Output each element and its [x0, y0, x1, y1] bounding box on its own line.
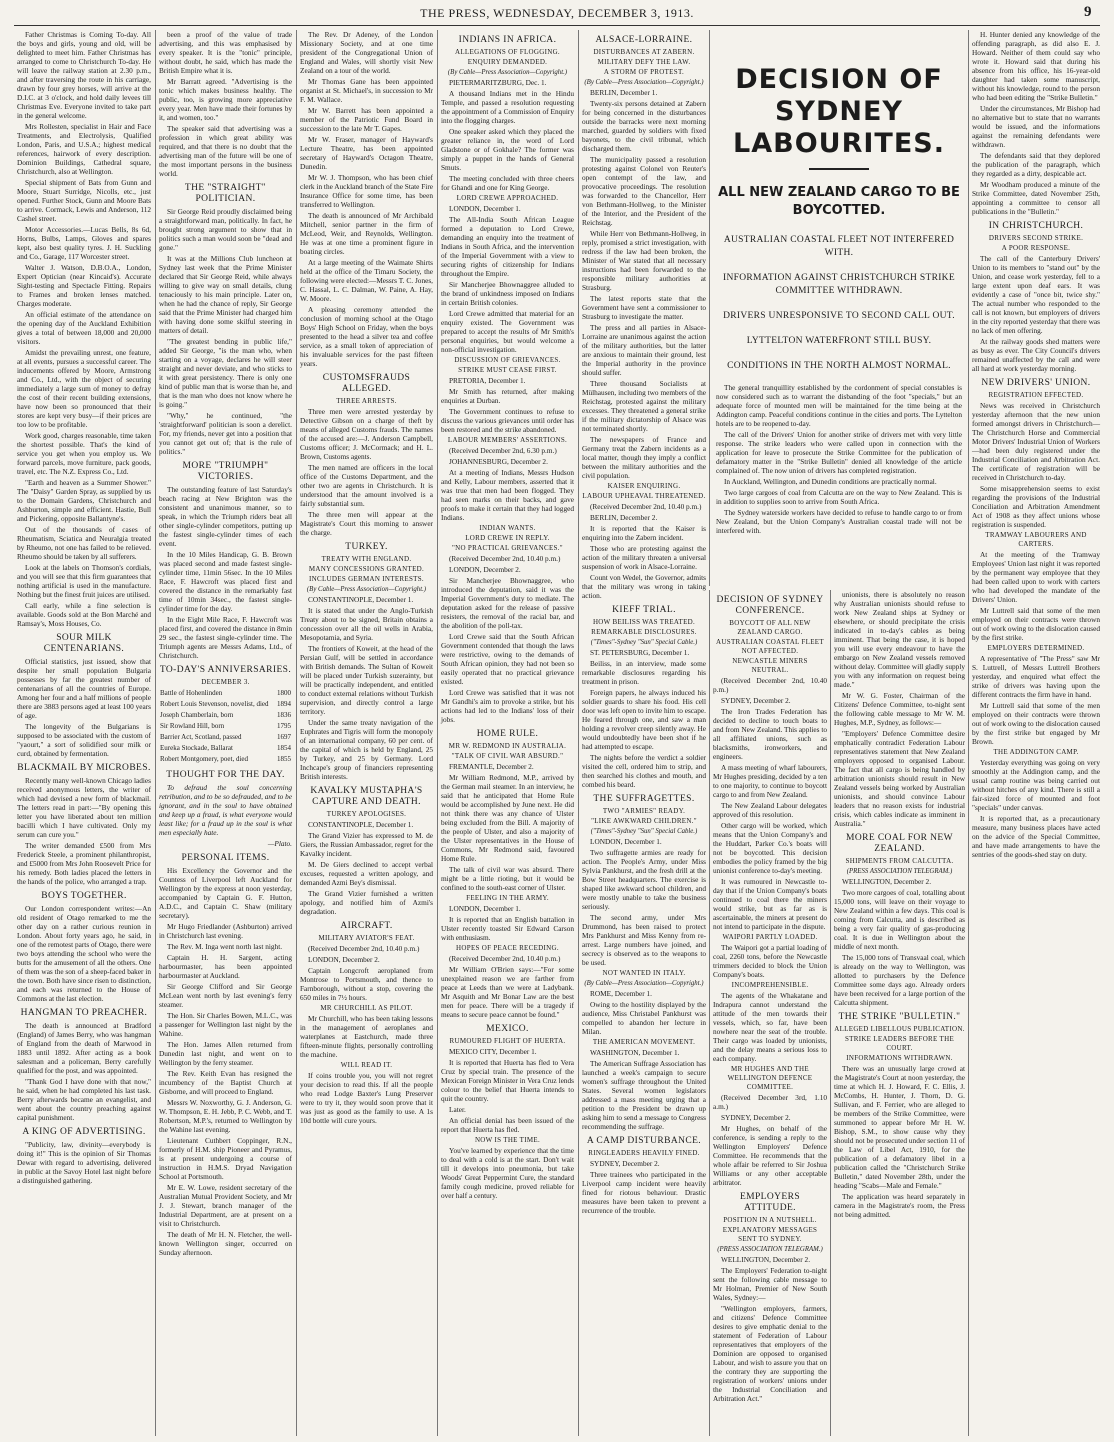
dateline: SYDNEY, December 2.	[721, 696, 791, 705]
paragraph: In the 10 Miles Handicap, G. B. Brown was placed second and made fastest single-cylinder time, 11min 56sec. In the 10 Miles Race, F. Hawcroft was placed first and covered the distance in the remarkably fast time of 10min 34sec., the fastest single-cylinder time for the day.	[159, 550, 292, 613]
paragraph: Mr W. Barrett has been appointed a member of the Patriotic Fund Board in succession to the late Mr T. Gapes.	[300, 106, 433, 133]
cable-source: ("Times"-Sydney "Sun" Special Cable.)	[590, 639, 698, 646]
paragraph: Mr Hughes, on behalf of the conference, is sending a reply to the Wellington Employers' Defence Committee. He recommends that the whole affair be referred to Sir Joshua Williams or any other acceptable arbitrator.	[713, 1124, 827, 1187]
paragraph: The Grand Vizier has expressed to M. de Giers, the Russian Ambassador, regret for the Kavalky incident.	[300, 831, 433, 858]
subhead: MILITARY AVIATOR'S FEAT.	[318, 934, 415, 942]
column-2	[155, 30, 295, 1436]
paragraph: The death is announced of Mr Archibald Mitchell, senior partner in the firm of McLeod, Weir, and Reynolds, Wellington. He was at one time a prominent figure in boating circles.	[300, 211, 433, 256]
feature-deck: AUSTRALIAN COASTAL FLEET NOT INTERFERED WITH.	[723, 235, 955, 258]
subhead: THREE ARRESTS.	[336, 397, 397, 405]
subhead: STRIKE MUST CEASE FIRST.	[458, 366, 557, 374]
paragraph: "The greatest bending in public life," added Sir George, "is the man who, when starting on a voyage, declares he will steer straight and never deviate, and who sticks to it with great persistency. There is only one kind of public man that is worse than he, and that is the man who does not know where he is going."	[159, 337, 292, 409]
paragraph: Some misapprehension seems to exist regarding the provisions of the Industrial Conciliation and Arbitration Amendment Act of 1908 as they affect unions whose registration is suspended.	[972, 484, 1100, 529]
column-8	[968, 30, 1103, 1436]
paragraph: In the Eight Mile Race, F. Hawcroft was placed first, and covered the distance in 8min 29 sec., the fastest single-cylinder time. The Triumph agents are Messrs Adams, Ltd., of Christchurch.	[159, 615, 292, 660]
feature-story	[709, 30, 968, 586]
paragraph: Official statistics, just issued, show that despite her small population Bulgaria possesses by far the greatest number of centenarians of all the countries of Europe. Among her four and a half millions of people there are 3883 persons aged at least 100 years of age.	[17, 657, 151, 720]
paragraph: The American Suffrage Association has launched a week's campaign to secure women's suffrage throughout the United States. Several women legislators addressed a mass meeting urging that a petition to the President be drawn up asking him to send a message to Congress recommending the suffrage.	[582, 1059, 706, 1131]
headline-boys-together: BOYS TOGETHER.	[41, 891, 127, 901]
paragraph: The Employers' Federation to-night sent the following cable message to Mr Holman, Premier of New South Wales, Sydney:—	[713, 1266, 827, 1302]
paragraph: An official denial has been issued of the report that Huerta has fled.	[441, 1116, 574, 1134]
paragraph: Sir George Clifford and Sir George McLean went north by last evening's ferry steamer.	[159, 982, 292, 1009]
paragraph: A thousand Indians met in the Hindu Temple, and passed a resolution requesting the appointment of a Commission of Enquiry into the flogging charges.	[441, 89, 574, 125]
dateline: CONSTANTINOPLE, December 1.	[308, 595, 414, 604]
paragraph: (Received December 3rd, 1.10 a.m.)	[713, 1093, 827, 1111]
subhead: REGISTRATION EFFECTED.	[988, 391, 1084, 399]
paragraph: The 15,000 tons of Transvaal coal, which is already on the way to Wellington, was allotted to purchasers by the Defence Committee some days ago. Already orders have been received for a large portion of the Calcutta shipment.	[834, 953, 965, 1007]
list-item: Eureka Stockade, Ballarat 1854	[160, 744, 291, 752]
paragraph: Count von Wedel, the Governor, admits that the military was wrong in taking action.	[582, 573, 706, 600]
paragraph: The Rev. Dr Adeney, of the London Missionary Society, and at one time president of the Congregational Union of England and Wales, will shortly visit New Zealand on a tour of the world.	[300, 30, 433, 75]
paragraph: The defendants said that they deplored the publication of the paragraph, which they regarded as a dirty, despicable act.	[972, 151, 1100, 178]
subhead: MR W. REDMOND IN AUSTRALIA.	[448, 742, 567, 750]
paragraph: (Received December 2nd, 10.40 p.m.)	[449, 554, 561, 563]
dateline: WELLINGTON, December 2.	[721, 1255, 811, 1264]
subhead: ALLEGED LIBELLOUS PUBLICATION.	[834, 1025, 965, 1033]
paragraph: Two more cargoes of coal, totalling about 15,000 tons, will leave on their voyage to New Zealand within a few days. This coal is coming from Calcutta, and is described as being a very fair quality of gas-producing coal. It is due in Wellington about the middle of next month.	[834, 888, 965, 951]
paragraph: In Auckland, Wellington, and Dunedin conditions are practically normal.	[724, 477, 937, 486]
cable-source: (PRESS ASSOCIATION TELEGRAM.)	[846, 868, 953, 875]
paragraph: unionists, there is absolutely no reason why Australian unionists should refuse to work New Zealand ships at Sydney or elsewhere, or should precipitate the crisis indicated in to-day's cables as being imminent. That being the case, it is hoped you will use every endeavour to have the embargo on New Zealand vessels removed without delay. Committee will gladly supply you with any information on request being made."	[834, 590, 965, 689]
paragraph: The latest reports state that the Government have sent a commissioner to Strasburg to investigate the matter.	[582, 294, 706, 321]
paragraph: Beiliss, in an interview, made some remarkable disclosures regarding his treatment in prison.	[582, 659, 706, 686]
subhead: TRAMWAY LABOURERS AND CARTERS.	[985, 531, 1087, 548]
paragraph: The Waipori got a partial loading of coal, 2260 tons, before the Newcastle trimmers decided to block the Union Company's boats.	[713, 943, 827, 979]
paragraph: The call of the Canterbury Drivers' Union to its members to "stand out" by the Union, and cease work yesterday, fell to a large extent upon deaf ears. It was evidently a case of "once bit, twice shy." The actual number who responded to the call is not known, but employers of drivers in the city reported yesterday that there was no lack of men offering.	[972, 254, 1100, 335]
headline-mexico: MEXICO.	[486, 1024, 529, 1034]
paragraph: The agents of the Whakatane and Indrapura cannot understand the attitude of the men towards their vessels, which, so far, have been nowhere near the seat of the trouble. Their cargo was loaded by unionists, and the delay means a serious loss to each company.	[713, 991, 827, 1063]
paragraph: Work good, charges reasonable, time taken the shortest possible. That's the kind of service you get when you employ us. We forward parcels, move furniture, pack goods, travel, etc. The N.Z. Express Co., Ltd.	[17, 431, 151, 476]
paragraph: (Received December 2nd, 10.40 p.m.)	[590, 502, 702, 511]
paragraph: Out of the thousands of cases of Rheumatism, Sciatica and Neuralgia treated by Rheumo, not one has failed to be relieved. Rheumo should be taken by all sufferers.	[17, 525, 151, 561]
subhead: LORD CREWE APPROACHED.	[456, 194, 559, 202]
dateline: MEXICO CITY, December 1.	[449, 1047, 537, 1056]
subhead: DISTURBANCES AT ZABERN.	[593, 48, 695, 56]
subhead: THE AMERICAN MOVEMENT.	[592, 1038, 696, 1046]
paragraph: It is reported that an English battalion in Ulster recently toasted Sir Edward Carson with enthusiasm.	[441, 915, 574, 942]
paragraph: "Why," he continued, "the 'straightforward' politician is soon a derelict. For, my friends, never get into a position that you cannot get out of; that is the rule of politics."	[159, 411, 292, 456]
cable-source: (By Cable—Press Association—Copyright.)	[584, 980, 704, 987]
headline-thought-for-day: THOUGHT FOR THE DAY.	[166, 770, 285, 780]
subhead: RINGLEADERS HEAVILY FINED.	[588, 1149, 700, 1157]
paragraph: Captain H. H. Sargent, acting harbourmaster, has been appointed harbourmaster at Auckland.	[159, 953, 292, 980]
paragraph: The Rev. Keith Evan has resigned the incumbency of the Baptist Church at Gisborne, and will proceed to England.	[159, 1069, 292, 1096]
headline-more-coal: MORE COAL FOR NEW ZEALAND.	[846, 833, 953, 854]
paragraph: The press and all parties in Alsace-Lorraine are unanimous against the action of the military authorities, but the latter are anxious to maintain their ground, lest the Imperial authority in the province should suffer.	[582, 323, 706, 377]
headline-in-christchurch: IN CHRISTCHURCH.	[988, 221, 1084, 231]
headline-home-rule: HOME RULE.	[476, 729, 539, 739]
subhead: INCOMPREHENSIBLE.	[731, 981, 809, 989]
dateline: LONDON, December 1.	[590, 837, 662, 846]
paragraph: A representative of "The Press" saw Mr S. Luttrell, of Messrs Luttrell Brothers yesterday, and enquired what effect the strike of drivers was having upon the different contracts the firm have in hand.	[972, 654, 1100, 699]
paragraph: Mr W. J. Thompson, who has been chief clerk in the Auckland branch of the State Fire Insurance Office for some time, has been transferred to Wellington.	[300, 173, 433, 209]
dateline: PRETORIA, December 1.	[449, 376, 526, 385]
dateline: ST. PETERSBURG, December 1.	[590, 648, 690, 657]
paragraph: (Received December 2nd, 6.30 p.m.)	[449, 446, 557, 455]
paragraph: The men named are officers in the local office of the Customs Department, and the other two are agents in Christchurch. It is understood that the amount involved is a fairly substantial sum.	[300, 463, 433, 508]
paragraph: There was an unusually large crowd at the Magistrate's Court at noon yesterday, the time at which H. J. Howard, F. C. Ellis, J. McCombs, H. Hunter, J. Thorn, D. G. Sullivan, and F. Ferrier, who are alleged to be members of the Strike Committee, were summoned to appear before Mr H. W. Bishop, S.M., to show cause why they should not be prosecuted under section 11 of the Law of Libel Act, 1910, for the publication of a defamatory libel in a publication called the "Christchurch Strike Bulletin," dated November 28th, under the heading "Scabs—Male and Female."	[834, 1064, 965, 1190]
anniversaries-date: DECEMBER 3.	[201, 678, 250, 686]
subhead: A POOR RESPONSE.	[1001, 244, 1071, 252]
paragraph: Recently many well-known Chicago ladies received anonymous letters, the writer of which had devised a new form of blackmail. The letters read in part:—"By opening this letter you have liberated about ten million bacilli which I have cultivated. Only my serum can cure you."	[17, 776, 151, 839]
paragraph: Lord Crewe admitted that material for an enquiry existed. The Government was prepared to accept the results of Mr Smith's personal enquiries, but would welcome a non-official investigation.	[441, 309, 574, 354]
paragraph: Yesterday everything was going on very smoothly at the Addington camp, and the usual camp routine was being carried out without hitches of any kind. There is still a fair-sized force of mounted and foot "specials" under canvas.	[972, 758, 1100, 812]
paragraph: Mr Barratt agreed. "Advertising is the tonic which makes business healthy. The public, too, is growing more appreciative every year. Men have made their fortunes by it, and women, too."	[159, 77, 292, 122]
paragraph: It was at the Millions Club luncheon at Sydney last week that the Prime Minister declared that Sir George Reid, while always willing to give way on small details, clung tenaciously to his main principle. Later on, when he had the chance of reply, Sir George said that the Prime Minister had charged him with having done some skilful steering in matters of detail.	[159, 254, 292, 335]
column-4	[437, 30, 577, 1436]
subhead: HOPES OF PEACE RECEDING.	[456, 944, 559, 952]
subhead: MILITARY DEFY THE LAW.	[597, 58, 691, 66]
paragraph: Sir Mancherjee Bhownaggree alluded to the brand of unkindness imposed on Indians in certain British colonies.	[441, 280, 574, 307]
paragraph: (Received December 2nd, 10.40 p.m.)	[308, 944, 420, 953]
headline-indians-in-africa: INDIANS IN AFRICA.	[458, 35, 557, 45]
subhead: HOW BEILISS WAS TREATED.	[592, 618, 696, 626]
dateline: BERLIN, December 1.	[590, 88, 658, 97]
paragraph: The writer demanded £500 from Mrs Frederick Steele, a prominent philanthropist, and £5000 from Mrs John Roosevelt Price for his remedy. Both ladies placed the letters in the hands of the police, who arranged a trap.	[17, 841, 151, 886]
headline-kieff-trial: KIEFF TRIAL.	[612, 605, 676, 615]
paragraph: The death of Mr H. N. Fletcher, the well-known Wellington singer, occurred on Sunday afternoon.	[159, 1230, 292, 1257]
paragraph: Three trainees who participated in the Liverpool camp incident were heavily fined for riotous behaviour. Drastic measures have been taken to prevent a recurrence of the trouble.	[582, 1170, 706, 1215]
paragraph: Mr W. Fraser, manager of Hayward's Lecture Theatre, has been appointed secretary of Hayward's Octagon Theatre, Dunedin.	[300, 135, 433, 171]
paragraph: Mrs Rollesten, specialist in Hair and Face Treatments, and Electrolysis, Qualified London, Paris, and U.S.A.; highest medical references, hairwork of every description. Dominion Buildings, Cathedral square, Christchurch, also at Wellington.	[17, 122, 151, 176]
feature-deck: DRIVERS UNRESPONSIVE TO SECOND CALL OUT.	[723, 311, 955, 321]
headline-hangman: HANGMAN TO PREACHER.	[20, 1008, 148, 1018]
paragraph: "Employers' Defence Committee desire emphatically contradict Federation Labour representatives statement that New Zealand employers opposed to organised Labour. The fact that all cargo is being handled by arbitration unionists should result in New Zealand vessels being worked by Australian unionists, and should convince Labour leaders that no reason exists for industrial crisis, which cables indicate as imminent in Australia."	[834, 729, 965, 828]
paragraph: "Thank God I have done with that now," he said, when he had completed his last task. Berry afterwards became an evangelist, and went about the country preaching against capital punishment.	[17, 1077, 151, 1122]
paragraph: Lord Crewe was satisfied that it was not Mr Gandhi's aim to provoke a strike, but his actions had led to the Indians' loss of their jobs.	[441, 688, 574, 724]
subhead: NOW IS THE TIME.	[474, 1136, 541, 1144]
paragraph: The Sydney waterside workers have decided to refuse to handle cargo to or from New Zealand, but the Union Company's Australian coastal trade will not be interfered with.	[716, 508, 962, 535]
paragraph: Those who are protesting against the action of the military threaten a universal suspension of work in Alsace-Lorraine.	[582, 544, 706, 571]
paragraph: The outstanding feature of last Saturday's beach racing at New Brighton was the consistent and unanimous manner, so to speak, in which the Triumph riders beat all other single-cylinder competitors, putting up the fastest single-cylinder times of each event.	[159, 485, 292, 548]
paragraph: The municipality passed a resolution protesting against Colonel von Reuter's open contempt of the law, and provocative proceedings. The resolution was forwarded to the Chancellor, Herr von Bethmann-Hollweg, to the Minister of the Interior, and the President of the Reichstag.	[582, 155, 706, 227]
subhead: BOYCOTT OF ALL NEW ZEALAND CARGO.	[729, 619, 811, 636]
masthead	[0, 4, 1114, 24]
subhead: ALLEGATIONS OF FLOGGING.	[454, 48, 560, 56]
cable-source: (By Cable—Press Association—Copyright.)	[584, 79, 704, 86]
subhead: A STORM OF PROTEST.	[603, 68, 685, 76]
subhead: FEELING IN THE ARMY.	[466, 894, 549, 902]
list-item: Barrier Act, Scotland, passed 1697	[160, 733, 291, 741]
paragraph: Motor Accessories.—Lucas Bells, 8s 6d, Horns, Bulbs, Lamps, Gloves and spares kept, also best quality tyres. J. H. Suckling and Co., Garage, 117 Worcester street.	[17, 225, 151, 261]
paragraph: Amidst the prevailing unrest, one feature, at all events, pursues a successful career. The inducements offered by Moore, Armstrong and Co., Ltd., with the object of securing immediately a large sum of money to defray the cost of their recent building extensions, have now been so pronounced that their stores are kept very busy—if their prices are too low to be profitable.	[17, 348, 151, 429]
paragraph: M. De Giers declined to accept verbal excuses, requested a written apology, and demanded Azmi Bey's dismissal.	[300, 860, 433, 887]
headline-kavalky: KAVALKY MUSTAPHA'S CAPTURE AND DEATH.	[310, 786, 423, 807]
paragraph: Mr Hugo Friedlander (Ashburton) arrived in Christchurch last evening.	[159, 922, 292, 940]
paragraph: Two suffragette armies are ready for action. The People's Army, under Miss Sylvia Pankhurst, and the fresh drill at the Bow Street headquarters. The exercise is shaped like awkward school children, and were mostly unable to take the business seriously.	[582, 848, 706, 911]
paragraph: Look at the labels on Thomson's cordials, and you will see that this firm guarantees that nothing artificial is used in the manufacture. Nothing but the finest fruit juices are utilised.	[17, 563, 151, 599]
paragraph: "Wellington employers, farmers, and citizens' Defence Committee desires to give emphatic denial to the statement of Federation of Labour representatives that employers of the Dominion are opposed to organised Labour, and wish to assure you that on the contrary they are supporting the registration of workers' unions under the Industrial Conciliation and Arbitration Act."	[713, 1304, 827, 1403]
cable-source: (By Cable—Press Association—Copyright.)	[306, 586, 427, 593]
headline-customs-frauds: CUSTOMSFRAUDS ALLEGED.	[322, 373, 411, 394]
subhead: DRIVERS SECOND STRIKE.	[988, 234, 1084, 242]
subhead: "NO PRACTICAL GRIEVANCES."	[452, 544, 563, 552]
subhead: LORD CREWE IN REPLY.	[465, 534, 550, 542]
subhead: LABOUR MEMBERS' ASSERTIONS.	[447, 436, 568, 444]
paragraph: It is stated that under the Anglo-Turkish Treaty about to be signed, Britain obtains a concession over all the oil wells in Arabia, Mesopotamia, and Syria.	[300, 606, 433, 642]
cable-source: (By Cable—Press Association—Copyright.)	[447, 69, 568, 76]
paragraph: The three men will appear at the Magistrate's Court this morning to answer the charge.	[300, 510, 433, 537]
paragraph: At the meeting of the Tramway Employees' Union last night it was reported by the permanent way employee that they had been called upon to work with carters who had developed the mandate of the Drivers' Union.	[972, 550, 1100, 604]
subhead: WAIPORI PARTLY LOADED.	[722, 933, 818, 941]
dateline: LONDON, December 2.	[308, 955, 380, 964]
cable-source: ("Times"-Sydney "Sun" Special Cable.)	[590, 828, 698, 835]
paragraph: The meeting concluded with three cheers for Ghandi and one for King George.	[441, 174, 574, 192]
anniversaries-list	[159, 688, 292, 765]
dateline: LONDON, December 1.	[449, 904, 521, 913]
paragraph: Mr Luttrell said that some of the men employed on their contracts were thrown out of work owing to the dislocation caused by the first strike but engaged by Mr Brown.	[972, 701, 1100, 746]
paragraph: News was received in Christchurch yesterday afternoon that the new union formed amongst drivers in Christchurch—The Christchurch Horse and Commercial Motor Drivers' Industrial Union of Workers—had been duly registered under the Industrial Conciliation and Arbitration Act. The certificate of registration will be received in Christchurch to-day.	[972, 401, 1100, 482]
paragraph: It was rumoured in Newcastle to-day that if the Union Company's boats continued to coal there the miners would strike, but as far as is ascertainable, the miners at present do not intend to participate in the dispute.	[713, 877, 827, 931]
paragraph: Mr Thomas Gane has been appointed organist at St. Michael's, in succession to Mr F. M. Wallace.	[300, 77, 433, 104]
headline-personal-items: PERSONAL ITEMS.	[181, 853, 270, 863]
column-1	[14, 30, 154, 1436]
paragraph: Mr William O'Brien says:—"For some unexplained reason we are farther from peace at Leeds than we were at Ladybank. Mr Asquith and Mr Bonar Law are the best men for peace. There will be a tragedy if means to secure peace cannot be found."	[441, 965, 574, 1019]
headline-blackmail: BLACKMAIL BY MICROBES.	[17, 763, 151, 773]
paragraph: "Earth and heaven as a Summer Shower." The "Daisy" Garden Spray, as supplied by us to the Domain Gardens, Christchurch and Ashburton, simple and efficient. Hastie, Bull and Pickering, opposite Ballantyne's.	[17, 478, 151, 523]
paragraph: Under the circumstances, Mr Bishop had no alternative but to state that no warrants would be issued, and the informations against the remaining defendants were withdrawn.	[972, 104, 1100, 149]
paragraph: The death is announced at Bradford (England) of James Berry, who was hangman of England from the death of Marwood in 1883 until 1892. After acting as a book salesman and a policeman, Berry carefully qualified for the post, and was appointed.	[17, 1021, 151, 1075]
feature-deck: CONDITIONS IN THE NORTH ALMOST NORMAL.	[727, 361, 951, 371]
list-item: Sir Rowland Hill, born 1795	[160, 722, 291, 730]
column-3	[296, 30, 436, 1436]
feature-deck: INFORMATION AGAINST CHRISTCHURCH STRIKE COMMITTEE WITHDRAWN.	[723, 273, 955, 296]
subhead: EMPLOYERS DETERMINED.	[987, 644, 1085, 652]
headline-employers-attitude: EMPLOYERS ATTITUDE.	[739, 1192, 801, 1213]
paragraph: His Excellency the Governor and the Countess of Liverpool left Auckland for Wellington by the express at noon yesterday, accompanied by Captain G. F. Hutton, A.D.C., and Captain C. Shaw (military secretary).	[159, 866, 292, 920]
subhead: RUMOURED FLIGHT OF HUERTA.	[449, 1037, 566, 1045]
headline-anniversaries: TO-DAY'S ANNIVERSARIES.	[159, 665, 292, 675]
paragraph: Later.	[449, 1105, 466, 1114]
paragraph: The newspapers of France and Germany treat the Zabern incidents as a local matter, though they imply a conflict between the military authorities and the civil population.	[582, 435, 706, 480]
headline-new-drivers-union: NEW DRIVERS' UNION.	[981, 378, 1091, 388]
paragraph: Sir Mancherjee Bhownaggree, who introduced the deputation, said it was the Imperial Government's duty to mediate. The deputation asked for the release of passive resisters, the removal of the racial bar, and the abolition of the poll-tax.	[441, 576, 574, 630]
subhead: NOT WANTED IN ITALY.	[602, 969, 686, 977]
paragraph: "Publicity, law, divinity—everybody is doing it!" This is the opinion of Sir Thomas Dewar with regard to advertising, delivered in public at the Savoy Hotel last night before a distinguished gathering.	[17, 1140, 151, 1185]
paragraph: been a proof of the value of trade advertising, and this was emphasised by every speaker. It is the "tonic" principle, without doubt, he said, which has made the British Empire what it is.	[159, 30, 292, 75]
paragraph: Messrs W. Noxworthy, G. J. Anderson, G. W. Thompson, E. H. Jebb, P. C. Webb, and T. Robertson, M.P.'s, returned to Wellington by the Wahine last evening.	[159, 1098, 292, 1134]
headline-sour-milk: SOUR MILK CENTENARIANS.	[43, 633, 125, 654]
headline-alsace-lorraine: ALSACE-LORRAINE.	[595, 35, 693, 45]
paragraph: The Hon. James Allen returned from Dunedin last night, and went on to Wellington by the ferry steamer.	[159, 1040, 292, 1067]
paragraph: The frontiers of Koweit, at the head of the Persian Gulf, will be settled in accordance with British demands. The Sultan of Koweit will be placed under Turkish suzerainty, but will be practically independent, and entitled to conduct external relations without Turkish supervision, and directly control a large territory.	[300, 644, 433, 716]
paragraph: The Hon. Sir Charles Bowen, M.L.C., was a passenger for Wellington last night by the Wahine.	[159, 1011, 292, 1038]
paragraph: At a large meeting of the Waimate Shirts held at the office of the Timaru Society, the following were elected:—Messrs T. C. Jones, C. Hassal, L. C. Dalman, W. Paine, A. Hay, W. Moore.	[300, 258, 433, 303]
paragraph: Twenty-six persons detained at Zabern for being concerned in the disturbances outside the barracks were next morning marched, guarded by soldiers with fixed bayonets, to the civil tribunal, which discharged them.	[582, 99, 706, 153]
paragraph: Lieutenant Cuthbert Coppinger, R.N., formerly of H.M. ship Pioneer and Pyramus, is at present undergoing a course of instruction in H.M.S. Dryad Navigation School at Portsmouth.	[159, 1136, 292, 1181]
paragraph: The Grand Vizier furnished a written apology, and notified him of Azmi's degradation.	[300, 889, 433, 916]
headline-aircraft: AIRCRAFT.	[340, 921, 393, 931]
subhead: WILL READ IT.	[340, 1061, 393, 1069]
divider	[809, 168, 869, 170]
paragraph: Mr E. W. Lowe, resident secretary of the Australian Mutual Provident Society, and Mr J. J. Stewart, branch manager of the Industrial Department, are at present on a visit to Christchurch.	[159, 1183, 292, 1228]
headline-camp-disturbance: A CAMP DISTURBANCE.	[586, 1136, 702, 1146]
subhead: LABOUR UPHEAVAL THREATENED.	[582, 492, 706, 500]
subhead: INCLUDES GERMAN INTERESTS.	[309, 575, 424, 583]
paragraph: The Government continues to refuse to discuss the various grievances until order has been restored and the strike abandoned.	[441, 407, 574, 434]
paragraph: Sir George Reid proudly disclaimed being a straightforward man, politically. In fact, he brought strong argument to show that in politics such a man would soon be "dead and gone."	[159, 207, 292, 252]
paragraph: (Received December 2nd, 10.40 p.m.)	[713, 676, 827, 694]
paragraph: Call early, while a fine selection is available. Goods sold at the Bon Marché and Ramsay's, Moss Houses, Co.	[17, 601, 151, 628]
paragraph: (Received December 2nd, 10.40 p.m.)	[449, 954, 561, 963]
paragraph: The New Zealand Labour delegates approved of this resolution.	[713, 801, 827, 819]
subhead: KAISER ENQUIRING.	[607, 482, 681, 490]
paragraph: The speaker said that advertising was a profession in which great ability was required, and that there is no doubt that the advertising man of the future will be one of the most important persons in the business world.	[159, 124, 292, 178]
subhead: ENQUIRY DEMANDED.	[467, 58, 548, 66]
paragraph: It is reported that, as a precautionary measure, many business places have acted on the advice of the Special Committee, and have made arrangements to have the sentries of the goods-shed stay on duty.	[972, 814, 1100, 859]
paragraph: Mr Woodham produced a minute of the Strike Committee, dated November 25th, appointing a committee to censor all publications in the "Bulletin."	[972, 180, 1100, 216]
subhead: AUSTRALIAN COASTAL FLEET NOT AFFECTED.	[716, 638, 824, 655]
subhead: INFORMATIONS WITHDRAWN.	[846, 1054, 953, 1062]
paragraph: Three men were arrested yesterday by Detective Gibson on a charge of theft by means of alleged Customs frauds. The names of the accused are:—J. Anderson Campbell, Customs officer; J. McCormack; and H. L. Brown, Customs agents.	[300, 407, 433, 461]
dateline: FREMANTLE, December 2.	[449, 762, 534, 771]
dateline: PIETERMARITZBURG, Dec. 1.	[449, 78, 547, 87]
dateline: WASHINGTON, December 1.	[590, 1048, 680, 1057]
paragraph: It is reported that the Kaiser is enquiring into the Zabern incident.	[582, 524, 706, 542]
subhead: SHIPMENTS FROM CALCUTTA.	[845, 857, 954, 865]
paragraph: The Rev. M. Inga went north last night.	[167, 942, 283, 951]
list-item: Battle of Hohenlinden 1800	[160, 689, 291, 697]
quote-attribution: —Plato.	[267, 839, 292, 848]
subhead: TWO "ARMIES" READY.	[602, 807, 686, 815]
paragraph: Our London correspondent writes:—An old resident of Otago remarked to me the other day on a rather curious reunion in London. About forty years ago, he said, in one of the remotest parts of Otago, there were two boys attending the school who were the butts for the amusement of all the others. One of them was the son of a sheep-faced baker in the town. Both have since risen to distinction, and each was returned to the House of Commons at the last election.	[17, 904, 151, 1003]
subhead: DISCUSSION OF GRIEVANCES.	[454, 356, 561, 364]
dateline: LONDON, December 1.	[449, 204, 521, 213]
headline-suffragettes: THE SUFFRAGETTES.	[593, 794, 695, 804]
paragraph: It is reported that Huerta has fled to Vera Cruz by special train. The presence of the Mexican Foreign Minister in Vera Cruz lends colour to the belief that Huerta intends to quit the country.	[441, 1058, 574, 1103]
paragraph: One speaker asked which they placed the greater reliance in, the word of Lord Gladstone or of Gokhale? The former was simply a puppet in the hands of General Smuts.	[441, 127, 574, 172]
paragraph: H. Hunter denied any knowledge of the offending paragraph, as did also E. J. Howard. Neither of them could say who wrote it. Howard said that during his absence from his office, his 16-year-old daughter had taken some manuscript, without his knowledge, round to the person who had been editing the "Strike Bulletin."	[972, 30, 1100, 102]
headline-straight-politician: THE "STRAIGHT" POLITICIAN.	[184, 183, 267, 204]
headline-king-of-advertising: A KING OF ADVERTISING.	[22, 1127, 146, 1137]
list-item: Robert Louis Stevenson, novelist, died 1894	[160, 700, 291, 708]
paragraph: Mr W. G. Foster, Chairman of the Citizens' Defence Committee, to-night sent the following cable message to Mr W. M. Hughes, M.P., Sydney, as follows:—	[834, 691, 965, 727]
paragraph: Foreign papers, he always induced his soldier guards to share his food. His cell door was left open to invite him to escape. He feared through one, and saw a man holding a revolver creep silently away. He would undoubtedly have been shot if he had attempted to escape.	[582, 688, 706, 751]
list-item: Joseph Chamberlain, born 1836	[160, 711, 291, 719]
paragraph: A mass meeting of wharf labourers, Mr Hughes presiding, decided by a ten to one majority, to continue to boycott cargo to and from New Zealand.	[713, 763, 827, 799]
paragraph: Two large cargoes of coal from Calcutta are on the way to New Zealand. This is in addition to supplies soon to arrive from South Africa.	[716, 488, 962, 506]
dateline: ROME, December 1.	[590, 989, 653, 998]
subhead: NEWCASTLE MINERS NEUTRAL.	[732, 657, 808, 674]
subhead: MR HUGHES AND THE WELLINGTON DEFENCE COMMITTEE.	[727, 1065, 813, 1091]
feature-subheadline: ALL NEW ZEALAND CARGO TO BE BOYCOTTED.	[718, 185, 960, 218]
subhead: "TALK OF CIVIL WAR ABSURD."	[451, 752, 564, 760]
paragraph: Under the same treaty navigation of the Euphrates and Tigris will form the monopoly of an international company, 60 per cent. of the capital of which is held by England, 25 by Turkey, and 25 by Germany. Lord Inchcape's group of financiers representing British interests.	[300, 718, 433, 781]
dateline: CONSTANTINOPLE, December 1.	[308, 820, 414, 829]
headline-triumph-victories: MORE "TRIUMPH" VICTORIES.	[182, 461, 269, 482]
subhead: EXPLANATORY MESSAGES SENT TO SYDNEY.	[722, 1226, 818, 1243]
paragraph: To defraud the soul concerning retribution, and to be so defrauded, and to be ignorant, and in the soul to have obtained and keep up a fraud, is what everyone would least like; for a fraud up in the soul is what men especially hate.	[159, 783, 292, 837]
subhead: TURKEY APOLOGISES.	[326, 810, 407, 818]
paragraph: The Iron Trades Federation has decided to decline to touch boats to and from New Zealand. This applies to all affiliated unions, such as blacksmiths, ironworkers, and engineers.	[713, 707, 827, 761]
feature-body	[716, 383, 962, 535]
dateline: SYDNEY, December 2.	[590, 1159, 660, 1168]
subhead: REMARKABLE DISCLOSURES.	[591, 628, 697, 636]
paragraph: Other cargo will be worked, which means that the Union Company's and the Huddart, Parker Co.'s boats will not be boycotted. This decision embodies the policy framed by the big unionist conference to-day's meeting.	[713, 821, 827, 875]
subhead: "LIKE AWKWARD CHILDREN."	[591, 817, 697, 825]
column-5	[578, 30, 709, 1436]
masthead-rule	[14, 25, 1100, 26]
dateline: JOHANNESBURG, December 2.	[449, 457, 548, 466]
subhead: MR CHURCHILL AS PILOT.	[320, 1004, 413, 1012]
subhead: POSITION IN A NUTSHELL.	[723, 1216, 817, 1224]
paragraph: If coins trouble you, you will not regret your decision to read this. If all the people who read Lodge Baxter's Lung Preserver were to try it, they would soon prove that it was just as good as the family to use. A 1s 10d bottle will cure yours.	[300, 1071, 433, 1125]
subhead: MANY CONCESSIONS GRANTED.	[308, 565, 425, 573]
paragraph: Mr Luttrell said that some of the men employed on their contracts were thrown out of work owing to the dislocation caused by the first strike.	[972, 606, 1100, 642]
paragraph: An official estimate of the attendance on the opening day of the Auckland Exhibition gives a total of between 18,000 and 20,000 visitors.	[17, 310, 151, 346]
paragraph: You've learned by experience that the time to deal with a cold is at the start. Don't wait till it develops into pneumonia, but take Woods' Great Peppermint Cure, the standard family cough medicine, proved reliable for over half a century.	[441, 1146, 574, 1200]
dateline: SYDNEY, December 2.	[721, 1113, 791, 1122]
feature-headline: DECISION OF SYDNEY LABOURITES.	[733, 64, 945, 159]
page-number: 9	[1084, 4, 1092, 20]
paragraph: The second army, under Mrs Drummond, has been raised to protect Mrs Pankhurst and Miss Kenny from re-arrest. Large numbers have joined, and secrecy is observed as to the weapons to be used.	[582, 913, 706, 967]
dateline: WELLINGTON, December 2.	[842, 877, 932, 886]
headline-turkey: TURKEY.	[345, 542, 388, 552]
paragraph: Mr Smith has returned, after making enquiries at Durban.	[441, 387, 574, 405]
cable-source: (PRESS ASSOCIATION TELEGRAM.)	[717, 1246, 823, 1253]
subhead: TREATY WITH ENGLAND.	[321, 555, 412, 563]
paragraph: Lord Crewe said that the South African Government contended that though the laws were restrictive, owing to the demands of South African opinion, they had not been so easily operated that no practical grievance existed.	[441, 632, 574, 686]
paragraph: The call of the Drivers' Union for another strike of drivers met with very little response. The strike leaders who were called upon in connection with the application for leave to prosecute the Strike Committee for the publication of defamatory matter in the "Strike Bulletin" denied all knowledge of the article complained of. The now union of drivers has completed registration.	[716, 430, 962, 475]
dateline: BERLIN, December 2.	[590, 513, 658, 522]
paragraph: The general tranquillity established by the cordonment of special constables is now considered such as to warrant the disbanding of the foot "specials," but an adequate force of mounted men will be maintained for the time being at the Addington camp. Peaceful conditions continue in the cities and ports. The Lyttelton hotels are to be reopened to-day.	[716, 383, 962, 428]
paragraph: At a meeting of Indians, Messrs Hudson and Kelly, Labour members, asserted that it was true that men had been flogged. They had seen marks on their backs, and gave proofs to make it certain that they had logged Indians.	[441, 468, 574, 522]
paragraph: Special shipment of Bats from Gunn and Moore, Stuart Surridge, Nicolls, etc., just opened. Further Stock, Gunn and Moore Bats to arrive. Cormack, Lewis and Anderson, 112 Cashel street.	[17, 178, 151, 223]
headline-sydney-conference: DECISION OF SYDNEY CONFERENCE.	[716, 595, 824, 616]
subhead: INDIAN WANTS.	[479, 524, 536, 532]
paragraph: The longevity of the Bulgarians is supposed to be associated with the custom of "yaourt," a sort of solidified sour milk or curd, obtained by fermentation.	[17, 722, 151, 758]
paragraph: Mr William Redmond, M.P., arrived by the German mail steamer. In an interview, he said that he anticipated that Home Rule would be accomplished by June next. He did not think there was any chance of Ulster being excluded from the Bill. A majority of the people of Ulster, and also a majority of the Ulster representatives in the House of Commons, Mr Redmond said, favoured Home Rule.	[441, 773, 574, 863]
headline-strike-bulletin: THE STRIKE "BULLETIN."	[838, 1012, 961, 1022]
paragraph: Mr Churchill, who has been taking lessons in the management of aeroplanes and waterplanes at Eastchurch, made three fifteen-minute flights, personally controlling the machine.	[300, 1014, 433, 1059]
paragraph: Walter J. Watson, D.B.O.A., London, Expert Optician (near Kincaid's). Accurate Sight-testing and Spectacle Fitting. Repairs to Frames and broken lenses matched. Charges moderate.	[17, 263, 151, 308]
paragraph: Owing to the hostility displayed by the audience, Miss Christabel Pankhurst was compelled to abandon her lecture in Milan.	[582, 1000, 706, 1036]
paragraph: Father Christmas is Coming To-day. All the boys and girls, young and old, will be delighted to meet him. Father Christmas has arranged to come to Christchurch To-day. He will leave the railway station at 2.30 p.m., and after traversing the route in his carriage, drawn by four grey horses, will arrive at the D.I.C. at 3 o'clock, and hold daily levees till Christmas Eve. Everyone invited to take part in the general welcome.	[17, 30, 151, 120]
masthead-title: THE PRESS, WEDNESDAY, DECEMBER 3, 1913.	[420, 6, 694, 20]
list-item: Robert Montgomery, poet, died 1855	[160, 755, 291, 763]
paragraph: The All-India South African League formed a deputation to Lord Crewe, demanding an enquiry into the treatment of Indians in South Africa, and the intervention of the Imperial Government with a view to securing rights of citizenship for Indians throughout the Empire.	[441, 215, 574, 278]
subhead: THE ADDINGTON CAMP.	[993, 748, 1079, 756]
paragraph: At the railway goods shed matters were as busy as ever. The City Council's drivers remained unaffected by the call and were all hard at work yesterday morning.	[972, 337, 1100, 373]
paragraph: The application was heard separately in camera in the Magistrate's room, the Press not being admitted.	[834, 1192, 965, 1219]
paragraph: While Herr von Bethmann-Hollweg, in reply, promised a strict investigation, with redress if the law had been broken, the Minister of War stated that all necessary instructions had been forwarded to the responsible military authorities at Strasburg.	[582, 229, 706, 292]
paragraph: The nights before the verdict a soldier visited the cell, ordered him to strip, and then searched his clothes and mouth, and combed his beard.	[582, 753, 706, 789]
paragraph: The talk of civil war was absurd. There might be a little rioting, but it would be confined to the south-east corner of Ulster.	[441, 865, 574, 892]
dateline: LONDON, December 2.	[449, 565, 521, 574]
subhead: STRIKE LEADERS BEFORE THE COURT.	[844, 1035, 955, 1052]
paragraph: Three thousand Socialists at Mülhausen, including two members of the Reichstag, protested against the military excesses. They threatened a general strike if the military dictatorship of Alsace was not terminated shortly.	[582, 379, 706, 433]
feature-deck: LYTTELTON WATERFRONT STILL BUSY.	[746, 336, 932, 346]
paragraph: Captain Longcroft aeroplaned from Montrose to Portsmouth, and thence to Farnborough, without a stop, covering the 650 miles in 7½ hours.	[300, 966, 433, 1002]
paragraph: A pleasing ceremony attended the conclusion of morning school at the Otago Boys' High School on Friday, when the boys presented to the head a silver tea and coffee service, as a small token of appreciation of his invaluable services for the past fifteen years.	[300, 305, 433, 368]
column-7	[830, 590, 968, 1436]
column-6	[709, 590, 830, 1436]
